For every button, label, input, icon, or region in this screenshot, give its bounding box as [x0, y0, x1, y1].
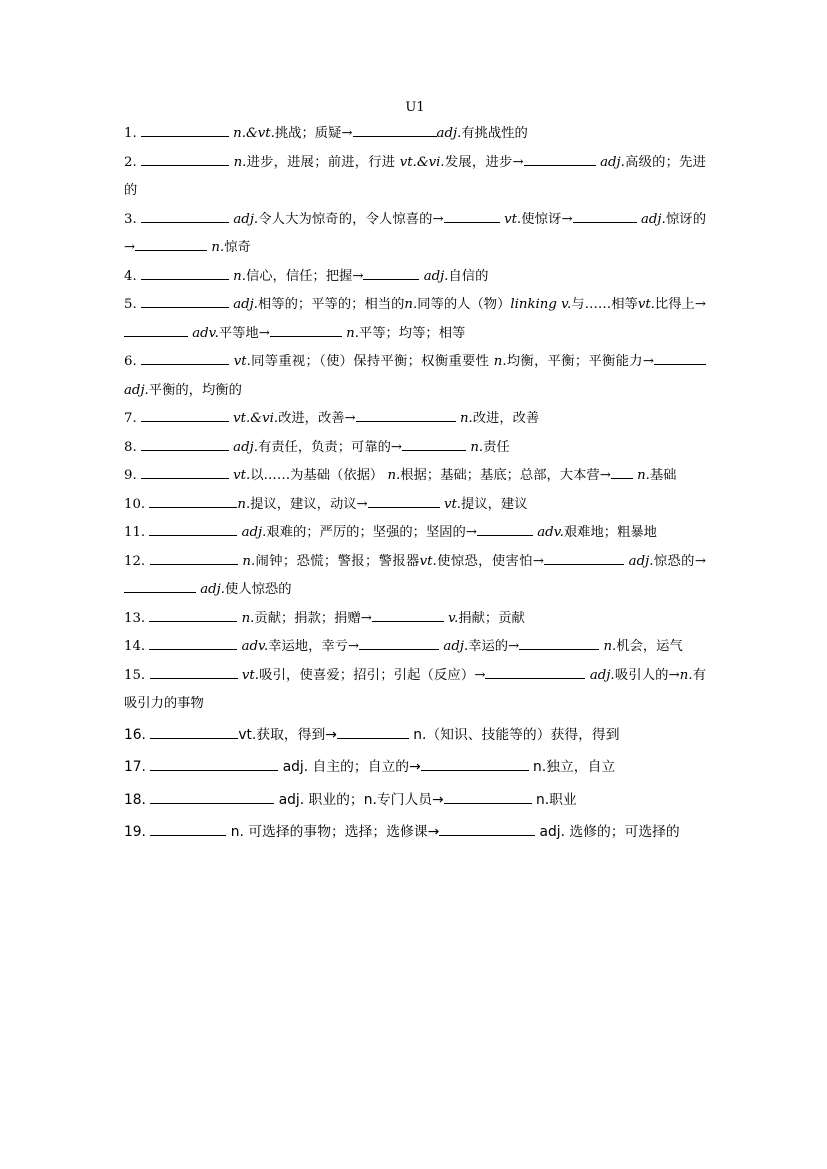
part-of-speech: n. — [346, 325, 359, 341]
answer-blank[interactable] — [149, 607, 237, 622]
answer-blank[interactable] — [444, 789, 532, 804]
item-number: 1. — [124, 126, 141, 141]
definition-text: 平等；均等；相等 — [358, 325, 466, 341]
answer-blank[interactable] — [372, 607, 444, 622]
definition-text: 挑战；质疑→ — [274, 126, 353, 141]
answer-blank[interactable] — [150, 664, 238, 679]
item-number: 17. — [124, 759, 151, 775]
definition-text: n.（知识、技能等的）获得，得到 — [408, 726, 620, 743]
answer-blank[interactable] — [524, 151, 596, 166]
part-of-speech: vt. — [504, 211, 522, 227]
part-of-speech: vt. — [443, 496, 462, 512]
vocab-item — [124, 719, 706, 752]
item-number: 6. — [124, 354, 142, 369]
item-number: 19. — [124, 824, 151, 840]
answer-blank[interactable] — [135, 236, 207, 251]
item-number: 10. — [124, 496, 150, 512]
answer-blank[interactable] — [141, 293, 229, 308]
part-of-speech: adj. — [628, 553, 654, 569]
answer-blank[interactable] — [124, 322, 188, 337]
part-of-speech: n. — [387, 468, 401, 483]
item-number: 3. — [124, 211, 142, 227]
answer-blank[interactable] — [477, 521, 533, 536]
part-of-speech: vt.&vi. — [233, 411, 279, 426]
definition-text: vt.获取，得到→ — [238, 726, 337, 743]
part-of-speech: adj. — [233, 211, 259, 227]
item-number: 5. — [124, 297, 141, 312]
definition-text: 有责任，负责；可靠的→ — [257, 439, 403, 455]
answer-blank[interactable] — [402, 436, 466, 451]
vocab-item — [124, 434, 706, 463]
vocab-item — [124, 149, 706, 206]
unit-title: U1 — [405, 100, 425, 115]
part-of-speech: adj. — [436, 126, 462, 141]
part-of-speech: n. — [233, 268, 246, 284]
vocab-item — [124, 348, 706, 405]
definition-text: 平衡的，均衡的 — [148, 382, 242, 398]
vocab-item — [124, 784, 706, 817]
item-number: 2. — [124, 154, 142, 170]
definition-text: 惊奇 — [224, 240, 251, 255]
definition-text: 信心，信任；把握→ — [245, 268, 364, 284]
answer-blank[interactable] — [141, 350, 229, 365]
part-of-speech: n. — [237, 496, 251, 512]
part-of-speech: vt. — [233, 354, 251, 369]
vocab-item — [124, 662, 706, 719]
definition-text: 惊恐的→ — [653, 553, 706, 569]
part-of-speech: n. — [493, 354, 507, 369]
definition-text: 基础 — [649, 468, 677, 483]
definition-text: 高级的；先进的 — [124, 154, 706, 198]
answer-blank[interactable] — [141, 407, 229, 422]
answer-blank[interactable] — [150, 756, 278, 771]
answer-blank[interactable] — [150, 789, 274, 804]
part-of-speech: n. — [233, 154, 247, 170]
item-number: 16. — [124, 726, 151, 743]
item-number: 11. — [124, 525, 150, 540]
answer-blank[interactable] — [654, 350, 706, 365]
definition-text: 改进，改善 — [472, 411, 540, 426]
vocab-item — [124, 462, 706, 491]
item-number: 4. — [124, 268, 141, 284]
vocabulary-list — [124, 120, 706, 849]
vocab-item — [124, 206, 706, 263]
definition-text: 幸运的→ — [468, 639, 520, 654]
definition-text: 吸引人的→ — [614, 667, 680, 683]
definition-text: adj. 职业的；n.专门人员→ — [274, 791, 444, 808]
answer-blank[interactable] — [337, 724, 409, 739]
vocab-item — [124, 605, 706, 634]
vocab-item — [124, 751, 706, 784]
definition-text: 改进，改善→ — [278, 411, 356, 426]
answer-blank[interactable] — [573, 208, 637, 223]
part-of-speech: vt. — [637, 297, 655, 312]
definition-text: 惊讶的→ — [124, 211, 706, 255]
answer-blank[interactable] — [368, 493, 440, 508]
definition-text: 使惊讶→ — [521, 211, 573, 227]
worksheet-page — [124, 96, 706, 849]
part-of-speech: n. — [459, 411, 473, 426]
part-of-speech: n. — [603, 639, 617, 654]
definition-text: 以……为基础（依据） — [250, 468, 388, 483]
item-number: 14. — [124, 639, 150, 654]
answer-blank[interactable] — [141, 265, 229, 280]
vocab-item — [124, 491, 706, 520]
item-number: 18. — [124, 791, 151, 808]
part-of-speech: vt. — [241, 667, 260, 683]
part-of-speech: vt. — [419, 553, 437, 569]
vocab-item — [124, 263, 706, 292]
item-number: 13. — [124, 610, 150, 626]
answer-blank[interactable] — [353, 122, 437, 137]
part-of-speech: adj. — [423, 268, 449, 284]
part-of-speech: adj. — [124, 382, 149, 398]
vocab-item — [124, 519, 706, 548]
definition-text: 与……相等 — [571, 297, 638, 312]
definition-text: 闹钟；恐慌；警报；警报器 — [255, 553, 420, 569]
definition-text: 自信的 — [448, 268, 489, 284]
answer-blank[interactable] — [611, 464, 633, 479]
answer-blank[interactable] — [141, 464, 229, 479]
part-of-speech: adv. — [241, 639, 269, 654]
answer-blank[interactable] — [421, 756, 529, 771]
definition-text: 同等重视；（使）保持平衡；权衡重要性 — [250, 354, 494, 369]
vocab-item — [124, 633, 706, 662]
definition-text: 提议，建议，动议→ — [250, 496, 368, 512]
part-of-speech: n. — [470, 439, 484, 455]
part-of-speech: n.&vt. — [233, 126, 275, 141]
definition-text: 令人大为惊奇的，令人惊喜的→ — [258, 211, 444, 227]
answer-blank[interactable] — [141, 208, 229, 223]
definition-text: 幸运地，幸亏→ — [268, 639, 360, 654]
vocab-item — [124, 816, 706, 849]
part-of-speech: vt. — [233, 468, 251, 483]
vocab-item — [124, 120, 706, 149]
definition-text: 捐献；贡献 — [458, 610, 525, 626]
definition-text: n. 可选择的事物；选择；选修课→ — [226, 824, 440, 840]
answer-blank[interactable] — [444, 208, 500, 223]
definition-text: 相等的；平等的；相当的 — [257, 297, 405, 312]
definition-text: 发展，进步→ — [444, 154, 524, 170]
part-of-speech: n. — [241, 610, 255, 626]
part-of-speech: adj. — [233, 439, 258, 455]
item-number: 8. — [124, 439, 141, 455]
answer-blank[interactable] — [149, 493, 237, 508]
definition-text: 比得上→ — [654, 297, 707, 312]
part-of-speech: n. — [679, 667, 693, 683]
definition-text: 同等的人（物） — [417, 297, 511, 312]
part-of-speech: n. — [211, 240, 225, 255]
definition-text: 提议，建议 — [461, 496, 528, 512]
definition-text: 均衡，平衡；平衡能力→ — [506, 354, 654, 369]
definition-text: n.职业 — [531, 791, 577, 808]
answer-blank[interactable] — [150, 550, 238, 565]
answer-blank[interactable] — [141, 436, 229, 451]
definition-text: 艰难的；严厉的；坚强的；坚固的→ — [266, 525, 478, 540]
answer-blank[interactable] — [149, 521, 237, 536]
answer-blank[interactable] — [519, 635, 599, 650]
definition-text: n.独立，自立 — [528, 759, 616, 775]
part-of-speech: n. — [404, 297, 418, 312]
part-of-speech: linking v. — [510, 297, 572, 312]
answer-blank[interactable] — [141, 122, 229, 137]
answer-blank[interactable] — [363, 265, 419, 280]
definition-text: 进步，进展；前进，行进 — [246, 154, 400, 170]
part-of-speech: adj. — [200, 582, 226, 597]
definition-text: 使人惊恐的 — [225, 582, 292, 597]
definition-text: adj. 选修的；可选择的 — [535, 824, 680, 840]
definition-text: 责任 — [483, 439, 510, 455]
part-of-speech: v. — [448, 610, 459, 626]
answer-blank[interactable] — [359, 635, 439, 650]
part-of-speech: adj. — [233, 297, 258, 312]
part-of-speech: adj. — [241, 525, 267, 540]
definition-text: 机会，运气 — [616, 639, 683, 654]
part-of-speech: vt.&vi. — [399, 154, 445, 170]
part-of-speech: adj. — [600, 154, 625, 170]
answer-blank[interactable] — [149, 635, 237, 650]
answer-blank[interactable] — [356, 407, 456, 422]
part-of-speech: adj. — [443, 639, 469, 654]
answer-blank[interactable] — [150, 724, 238, 739]
definition-text: 艰难地；粗暴地 — [563, 525, 657, 540]
part-of-speech: adj. — [589, 667, 615, 683]
definition-text: 有吸引力的事物 — [124, 667, 707, 711]
vocab-item — [124, 291, 706, 348]
part-of-speech: adv. — [537, 525, 564, 540]
vocab-item — [124, 548, 706, 605]
definition-text: 贡献；捐款；捐赠→ — [254, 610, 372, 626]
item-number: 9. — [124, 468, 141, 483]
part-of-speech: adj. — [640, 211, 666, 227]
item-number: 15. — [124, 667, 150, 683]
definition-text: 使惊恐，使害怕→ — [436, 553, 545, 569]
answer-blank[interactable] — [270, 322, 342, 337]
definition-text: 有挑战性的 — [461, 126, 528, 141]
item-number: 7. — [124, 411, 141, 426]
definition-text: 吸引，使喜爱；招引；引起（反应）→ — [259, 667, 486, 683]
part-of-speech: n. — [242, 553, 256, 569]
definition-text: adj. 自主的；自立的→ — [278, 759, 421, 775]
definition-text: 平等地→ — [218, 325, 270, 341]
answer-blank[interactable] — [439, 821, 535, 836]
definition-text: 根据；基础；基底；总部，大本营→ — [400, 468, 611, 483]
vocab-item — [124, 405, 706, 434]
answer-blank[interactable] — [150, 821, 226, 836]
part-of-speech: adv. — [192, 325, 219, 341]
answer-blank[interactable] — [124, 578, 196, 593]
part-of-speech: n. — [637, 468, 650, 483]
answer-blank[interactable] — [141, 151, 229, 166]
answer-blank[interactable] — [544, 550, 624, 565]
item-number: 12. — [124, 553, 150, 569]
answer-blank[interactable] — [485, 664, 585, 679]
